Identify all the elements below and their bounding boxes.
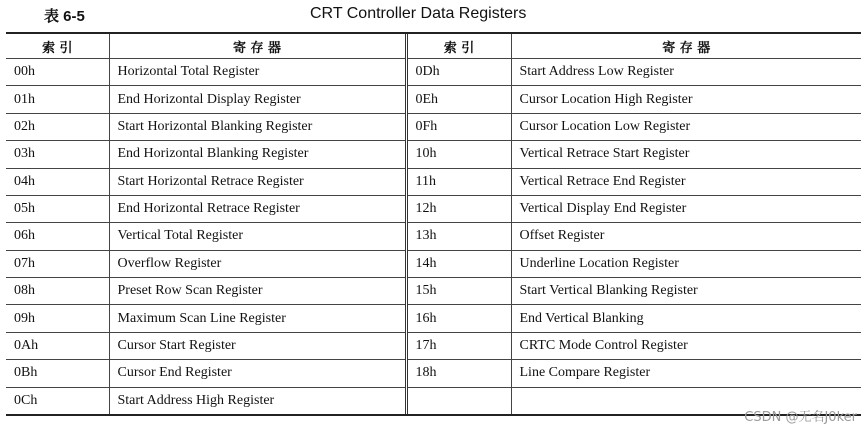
- register-cell-left: End Horizontal Display Register: [109, 86, 406, 113]
- register-cell-left: End Horizontal Retrace Register: [109, 195, 406, 222]
- index-cell-right: 13h: [406, 223, 511, 250]
- table-label: 表 6-5: [44, 8, 85, 25]
- register-cell-left: Horizontal Total Register: [109, 59, 406, 86]
- header-index-left: 索 引: [6, 34, 109, 59]
- index-cell-left: 09h: [6, 305, 109, 332]
- register-cell-left: Overflow Register: [109, 250, 406, 277]
- index-cell-right: [406, 387, 511, 414]
- index-cell-left: 07h: [6, 250, 109, 277]
- register-cell-left: Vertical Total Register: [109, 223, 406, 250]
- index-cell-right: 0Eh: [406, 86, 511, 113]
- index-cell-left: 00h: [6, 59, 109, 86]
- table-row: [6, 360, 861, 387]
- index-cell-right: 15h: [406, 278, 511, 305]
- index-cell-right: 16h: [406, 305, 511, 332]
- watermark: CSDN @无名J0ker: [744, 410, 857, 425]
- index-cell-right: 17h: [406, 332, 511, 359]
- index-cell-right: 12h: [406, 195, 511, 222]
- table-row: [6, 278, 861, 305]
- index-cell-left: 02h: [6, 113, 109, 140]
- index-cell-right: 14h: [406, 250, 511, 277]
- table-row: [6, 387, 861, 414]
- header-register-left: 寄 存 器: [109, 34, 406, 59]
- register-cell-right: Line Compare Register: [511, 360, 861, 387]
- index-cell-right: 18h: [406, 360, 511, 387]
- register-cell-right: Vertical Retrace End Register: [511, 168, 861, 195]
- index-cell-left: 06h: [6, 223, 109, 250]
- table-body: [6, 59, 861, 415]
- table-row: [6, 86, 861, 113]
- register-cell-right: Start Address Low Register: [511, 59, 861, 86]
- register-cell-left: Preset Row Scan Register: [109, 278, 406, 305]
- index-cell-right: 10h: [406, 141, 511, 168]
- table-row: [6, 305, 861, 332]
- table-row: [6, 195, 861, 222]
- table-header-row: [6, 34, 861, 59]
- index-cell-right: 11h: [406, 168, 511, 195]
- register-cell-left: Cursor Start Register: [109, 332, 406, 359]
- register-cell-right: Cursor Location High Register: [511, 86, 861, 113]
- index-cell-left: 01h: [6, 86, 109, 113]
- register-cell-right: Vertical Retrace Start Register: [511, 141, 861, 168]
- header-register-right: 寄 存 器: [511, 34, 861, 59]
- register-table-frame: [6, 32, 861, 416]
- register-cell-right: Cursor Location Low Register: [511, 113, 861, 140]
- table-row: [6, 141, 861, 168]
- table-row: [6, 250, 861, 277]
- index-cell-left: 0Ah: [6, 332, 109, 359]
- index-cell-left: 03h: [6, 141, 109, 168]
- register-cell-left: End Horizontal Blanking Register: [109, 141, 406, 168]
- header-index-right: 索 引: [406, 34, 511, 59]
- register-cell-right: Vertical Display End Register: [511, 195, 861, 222]
- register-cell-right: Start Vertical Blanking Register: [511, 278, 861, 305]
- register-cell-left: Maximum Scan Line Register: [109, 305, 406, 332]
- index-cell-right: 0Fh: [406, 113, 511, 140]
- table-row: [6, 113, 861, 140]
- index-cell-left: 0Ch: [6, 387, 109, 414]
- index-cell-left: 08h: [6, 278, 109, 305]
- register-cell-left: Start Horizontal Retrace Register: [109, 168, 406, 195]
- table-row: [6, 223, 861, 250]
- register-cell-right: CRTC Mode Control Register: [511, 332, 861, 359]
- register-cell-right: End Vertical Blanking: [511, 305, 861, 332]
- index-cell-right: 0Dh: [406, 59, 511, 86]
- register-cell-right: Underline Location Register: [511, 250, 861, 277]
- index-cell-left: 0Bh: [6, 360, 109, 387]
- register-table: [6, 34, 861, 414]
- register-cell-right: Offset Register: [511, 223, 861, 250]
- table-row: [6, 332, 861, 359]
- register-cell-left: Start Address High Register: [109, 387, 406, 414]
- table-title: CRT Controller Data Registers: [310, 5, 527, 22]
- index-cell-left: 04h: [6, 168, 109, 195]
- table-row: [6, 59, 861, 86]
- table-row: [6, 168, 861, 195]
- register-cell-left: Cursor End Register: [109, 360, 406, 387]
- register-cell-left: Start Horizontal Blanking Register: [109, 113, 406, 140]
- index-cell-left: 05h: [6, 195, 109, 222]
